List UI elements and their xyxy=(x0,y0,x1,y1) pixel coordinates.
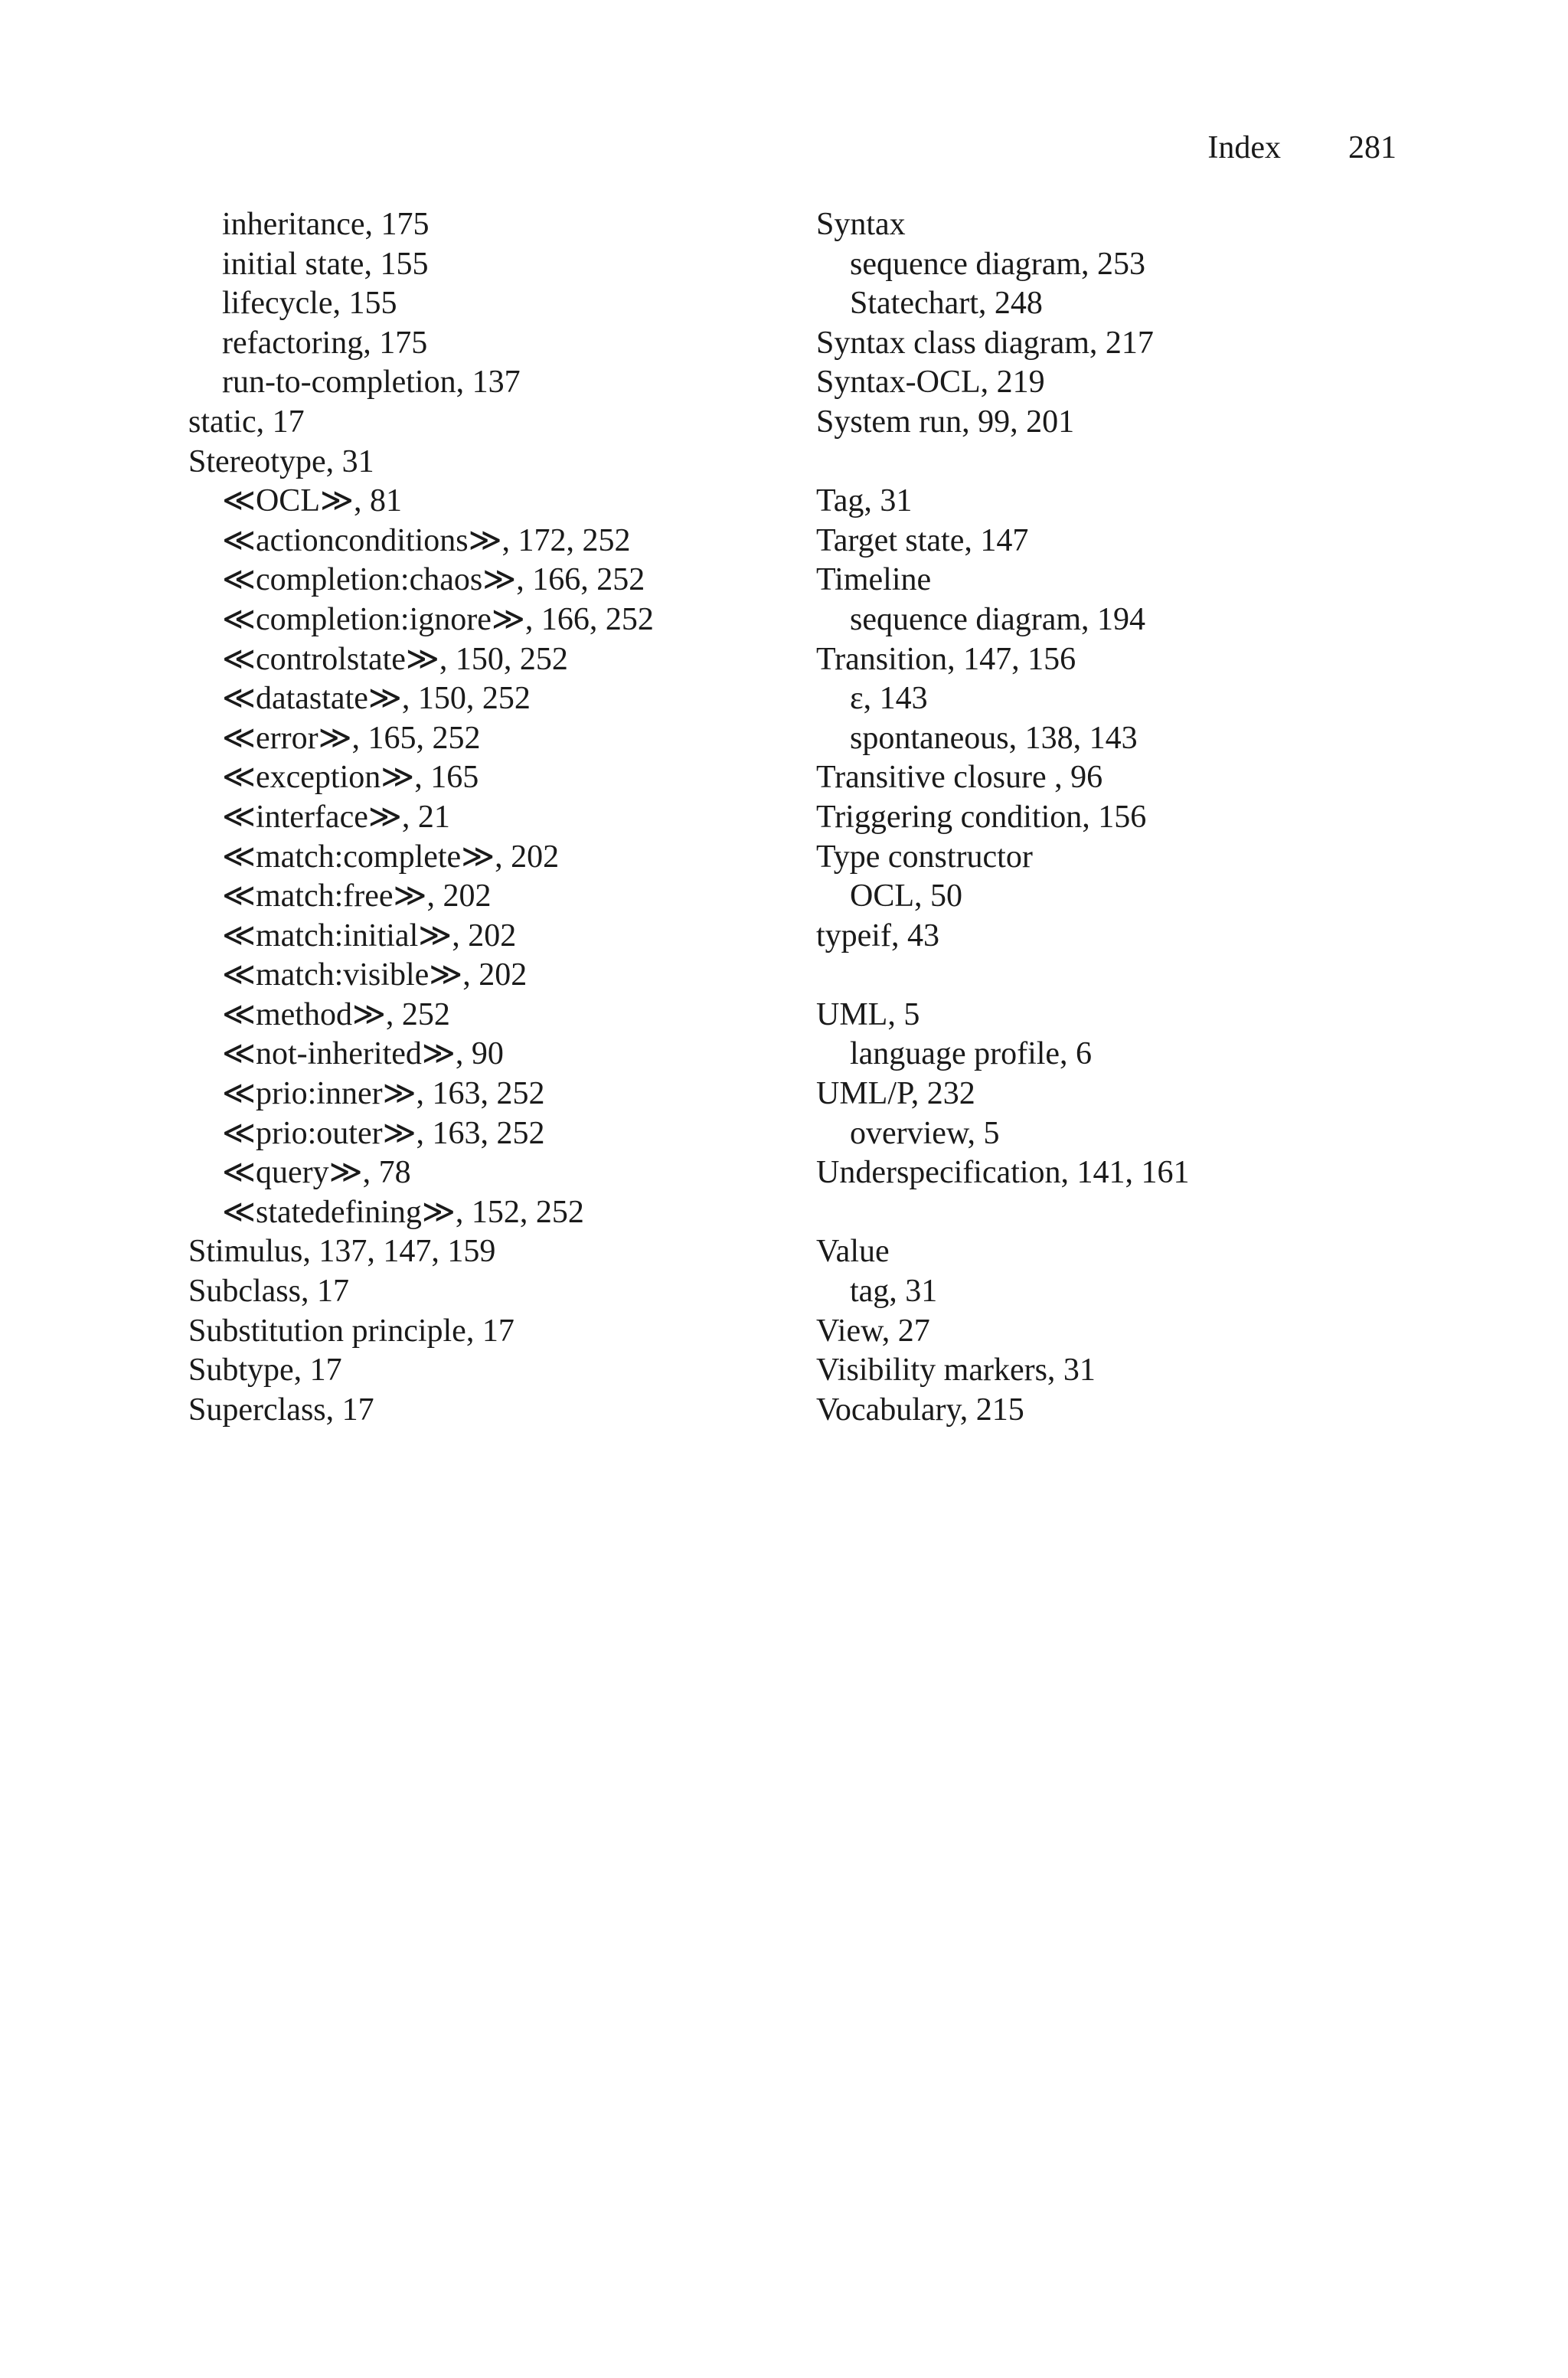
index-subentry: overview, 5 xyxy=(850,1115,1000,1151)
index-subentry: ≪method≫, 252 xyxy=(222,996,450,1032)
index-subentry: OCL, 50 xyxy=(850,878,962,914)
index-entry: View, 27 xyxy=(816,1313,930,1349)
index-subentry: sequence diagram, 194 xyxy=(850,601,1146,637)
section-title: Index xyxy=(1207,130,1281,165)
index-entry: Timeline xyxy=(816,562,932,598)
index-subentry: ≪datastate≫, 150, 252 xyxy=(222,681,531,717)
index-entry: Triggering condition, 156 xyxy=(816,799,1147,835)
index-entry: Vocabulary, 215 xyxy=(816,1392,1024,1428)
index-entry: System run, 99, 201 xyxy=(816,404,1075,440)
index-subentry: ≪actionconditions≫, 172, 252 xyxy=(222,522,631,558)
index-subentry: ε, 143 xyxy=(850,681,928,717)
index-entry: Target state, 147 xyxy=(816,522,1029,558)
index-entry: Syntax class diagram, 217 xyxy=(816,325,1154,361)
page-number: 281 xyxy=(1348,130,1396,165)
index-subentry: spontaneous, 138, 143 xyxy=(850,720,1138,756)
index-column-right xyxy=(816,205,1413,1430)
index-column-left xyxy=(188,205,786,1430)
index-subentry: language profile, 6 xyxy=(850,1036,1093,1072)
index-subentry: ≪match:initial≫, 202 xyxy=(222,918,517,953)
index-subentry: refactoring, 175 xyxy=(222,325,428,361)
index-subentry: sequence diagram, 253 xyxy=(850,246,1146,282)
index-subentry: ≪completion:chaos≫, 166, 252 xyxy=(222,562,645,598)
index-entry: static, 17 xyxy=(188,404,305,440)
index-subentry: ≪statedefining≫, 152, 252 xyxy=(222,1194,584,1230)
index-entry: UML, 5 xyxy=(816,996,920,1032)
index-subentry: run-to-completion, 137 xyxy=(222,365,521,401)
index-subentry: ≪query≫, 78 xyxy=(222,1155,411,1191)
index-subentry: lifecycle, 155 xyxy=(222,286,397,322)
index-subentry: tag, 31 xyxy=(850,1274,938,1310)
index-subentry: ≪prio:outer≫, 163, 252 xyxy=(222,1115,545,1151)
index-subentry: ≪match:visible≫, 202 xyxy=(222,957,528,993)
letter-group-gap xyxy=(816,1193,1413,1233)
index-entry: Syntax xyxy=(816,207,906,242)
index-entry: Superclass, 17 xyxy=(188,1392,374,1428)
index-entry: Underspecification, 141, 161 xyxy=(816,1155,1190,1191)
letter-group-gap xyxy=(816,956,1413,996)
index-subentry: ≪controlstate≫, 150, 252 xyxy=(222,641,568,677)
index-entry: Subtype, 17 xyxy=(188,1353,342,1389)
index-entry: Tag, 31 xyxy=(816,483,913,519)
index-subentry: ≪OCL≫, 81 xyxy=(222,483,402,519)
index-entry: Visibility markers, 31 xyxy=(816,1353,1096,1389)
index-subentry: ≪completion:ignore≫, 166, 252 xyxy=(222,601,654,637)
index-entry: Subclass, 17 xyxy=(188,1274,349,1310)
index-subentry: ≪prio:inner≫, 163, 252 xyxy=(222,1076,545,1112)
index-subentry: inheritance, 175 xyxy=(222,207,430,242)
index-subentry: initial state, 155 xyxy=(222,246,429,282)
index-entry: UML/P, 232 xyxy=(816,1076,975,1112)
running-head xyxy=(1207,126,1396,169)
index-subentry: ≪not-inherited≫, 90 xyxy=(222,1036,504,1072)
index-entry: Stereotype, 31 xyxy=(188,443,374,479)
index-entry: Transitive closure , 96 xyxy=(816,760,1103,796)
index-subentry: Statechart, 248 xyxy=(850,286,1043,322)
index-entry: Transition, 147, 156 xyxy=(816,641,1076,677)
index-entry: Type constructor xyxy=(816,839,1033,875)
index-entry: Syntax-OCL, 219 xyxy=(816,365,1045,401)
letter-group-gap xyxy=(816,443,1413,482)
index-subentry: ≪match:complete≫, 202 xyxy=(222,839,560,875)
index-subentry: ≪error≫, 165, 252 xyxy=(222,720,481,756)
index-entry: Stimulus, 137, 147, 159 xyxy=(188,1234,496,1270)
index-subentry: ≪exception≫, 165 xyxy=(222,760,479,796)
index-subentry: ≪interface≫, 21 xyxy=(222,799,450,835)
index-subentry: ≪match:free≫, 202 xyxy=(222,878,492,914)
index-entry: typeif, 43 xyxy=(816,918,939,953)
index-entry: Substitution principle, 17 xyxy=(188,1313,514,1349)
index-entry: Value xyxy=(816,1234,890,1270)
